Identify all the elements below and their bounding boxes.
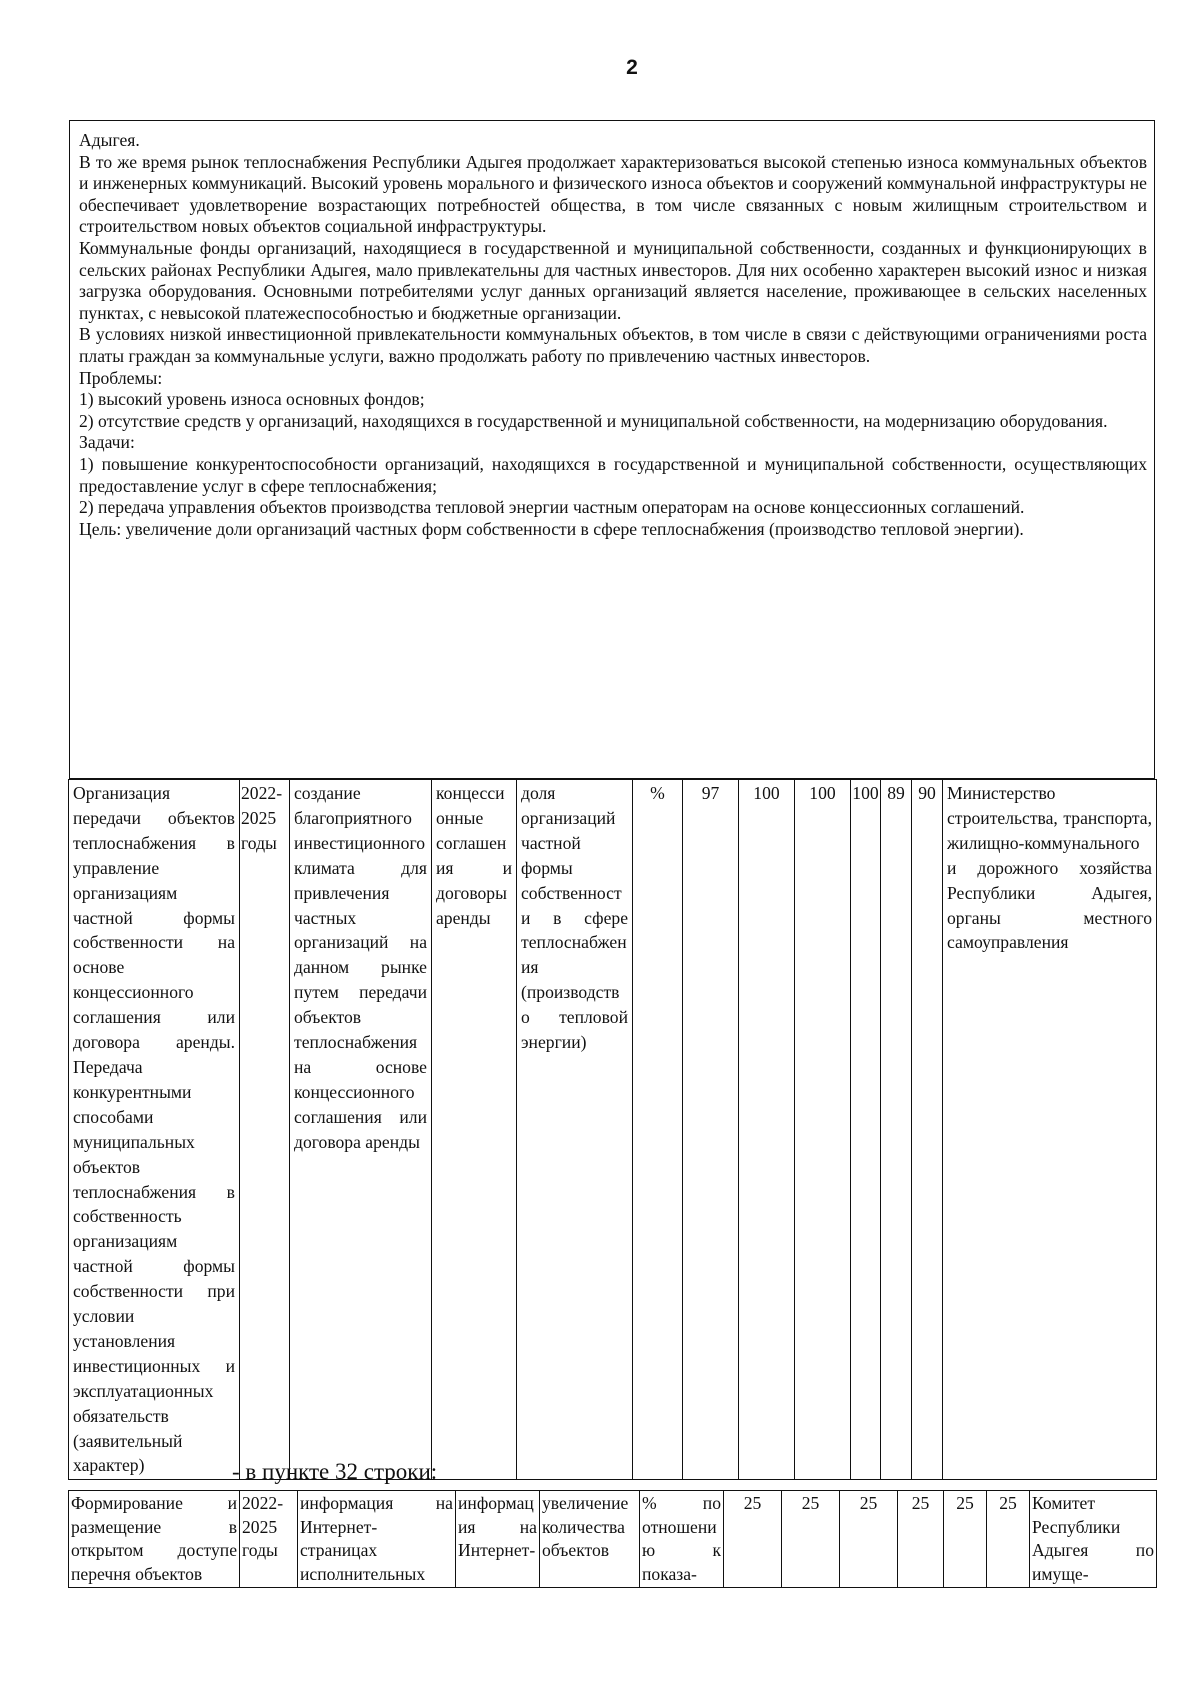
section-note: - в пункте 32 строки: <box>232 1459 438 1484</box>
value-cell: 25 <box>987 1491 1030 1588</box>
period-cell: 2022-2025 годы <box>240 1491 298 1588</box>
value-cell: 25 <box>840 1491 898 1588</box>
document-cell: концессионные соглашения и договоры аренды <box>432 780 517 1480</box>
tasks-heading: Задачи: <box>79 432 135 453</box>
measures-table <box>68 779 1157 1480</box>
indicator-cell: увеличение количества объектов <box>540 1491 640 1588</box>
result-cell: создание благоприятного инвестиционного климата для привлечения частных организаций на данном рынке путем передачи объектов теплоснабжения на основе концессионного соглашения или договора аренды <box>290 780 432 1480</box>
value-cell: 25 <box>782 1491 840 1588</box>
value-cell: 100 <box>739 780 795 1480</box>
table-row <box>69 1491 1157 1588</box>
unit-cell: % <box>633 780 683 1480</box>
page-number: 2 <box>626 56 638 79</box>
value-cell: 25 <box>724 1491 782 1588</box>
problem-item: 1) высокий уровень износа основных фондов; <box>79 389 425 410</box>
intro-paragraph: Адыгея. <box>79 130 140 150</box>
intro-paragraph: В условиях низкой инвестиционной привлекательности коммунальных объектов, в том числе в связи с действующими ограничениями роста платы граждан за коммунальные услуги, важно продолжать работу по привлечению частных инвесторов. <box>79 324 1147 366</box>
problems-heading: Проблемы: <box>79 367 163 388</box>
document-cell: информация на Интернет- <box>456 1491 540 1588</box>
task-item: 2) передача управления объектов производства тепловой энергии частным операторам на основе концессионных соглашений. <box>79 497 1025 518</box>
result-cell: информация на Интернет-страницах исполнительных <box>298 1491 456 1588</box>
unit-cell: % по отношению к показа- <box>640 1491 724 1588</box>
value-cell: 25 <box>898 1491 944 1588</box>
value-cell: 97 <box>683 780 739 1480</box>
value-cell: 100 <box>795 780 851 1480</box>
table-row <box>69 780 1157 1480</box>
measure-cell: Организация передачи объектов теплоснабжения в управление организациям частной формы собственности на основе концессионного соглашения или договора аренды. Передача конкурентными способами муниципальных объектов теплоснабжения в собственность организациям частной формы собственности при условии установления инвестиционных и эксплуатационных обязательств (заявительный характер) <box>69 780 240 1480</box>
value-cell: 90 <box>912 780 943 1480</box>
indicator-cell: доля организаций частной формы собственности в сфере теплоснабжения (производство тепловой энергии) <box>517 780 633 1480</box>
period-cell: 2022-2025 годы <box>240 780 290 1480</box>
responsible-cell: Министерство строительства, транспорта, жилищно-коммунального и дорожного хозяйства Республики Адыгея, органы местного самоуправления <box>943 780 1157 1480</box>
amendment-table <box>68 1490 1157 1588</box>
intro-text-box <box>69 120 1155 779</box>
intro-paragraph: В то же время рынок теплоснабжения Республики Адыгея продолжает характеризоваться высокой степенью износа коммунальных объектов и инженерных коммуникаций. Высокий уровень морального и физического износа объектов и сооружений коммунальной инфраструктуры не обеспечивает удовлетворение возрастающих потребностей общества, в том числе связанных с новым жилищным строительством и строительством новых объектов социальной инфраструктуры. <box>79 151 1147 237</box>
value-cell: 100 <box>851 780 881 1480</box>
responsible-cell: Комитет Республики Адыгея по имуще- <box>1030 1491 1157 1588</box>
measure-cell: Формирование и размещение в открытом доступе перечня объектов <box>69 1491 240 1588</box>
task-item: 1) повышение конкурентоспособности организаций, находящихся в государственной и муниципальной собственности, осуществляющих предоставление услуг в сфере теплоснабжения; <box>79 453 1147 496</box>
value-cell: 89 <box>881 780 912 1480</box>
intro-paragraph: Коммунальные фонды организаций, находящиеся в государственной и муниципальной собственности, созданных и функционирующих в сельских районах Республики Адыгея, мало привлекательны для частных инвесторов. Для них особенно характерен высокий износ и низкая загрузка оборудования. Основными потребителями услуг данных организаций является население, проживающее в сельских населенных пунктах, с невысокой платежеспособностью и бюджетные организации. <box>79 237 1147 323</box>
goal-paragraph: Цель: увеличение доли организаций частных форм собственности в сфере теплоснабжения (производство тепловой энергии). <box>79 518 1024 539</box>
value-cell: 25 <box>944 1491 987 1588</box>
problem-item: 2) отсутствие средств у организаций, находящихся в государственной и муниципальной собственности, на модернизацию оборудования. <box>79 410 1108 431</box>
